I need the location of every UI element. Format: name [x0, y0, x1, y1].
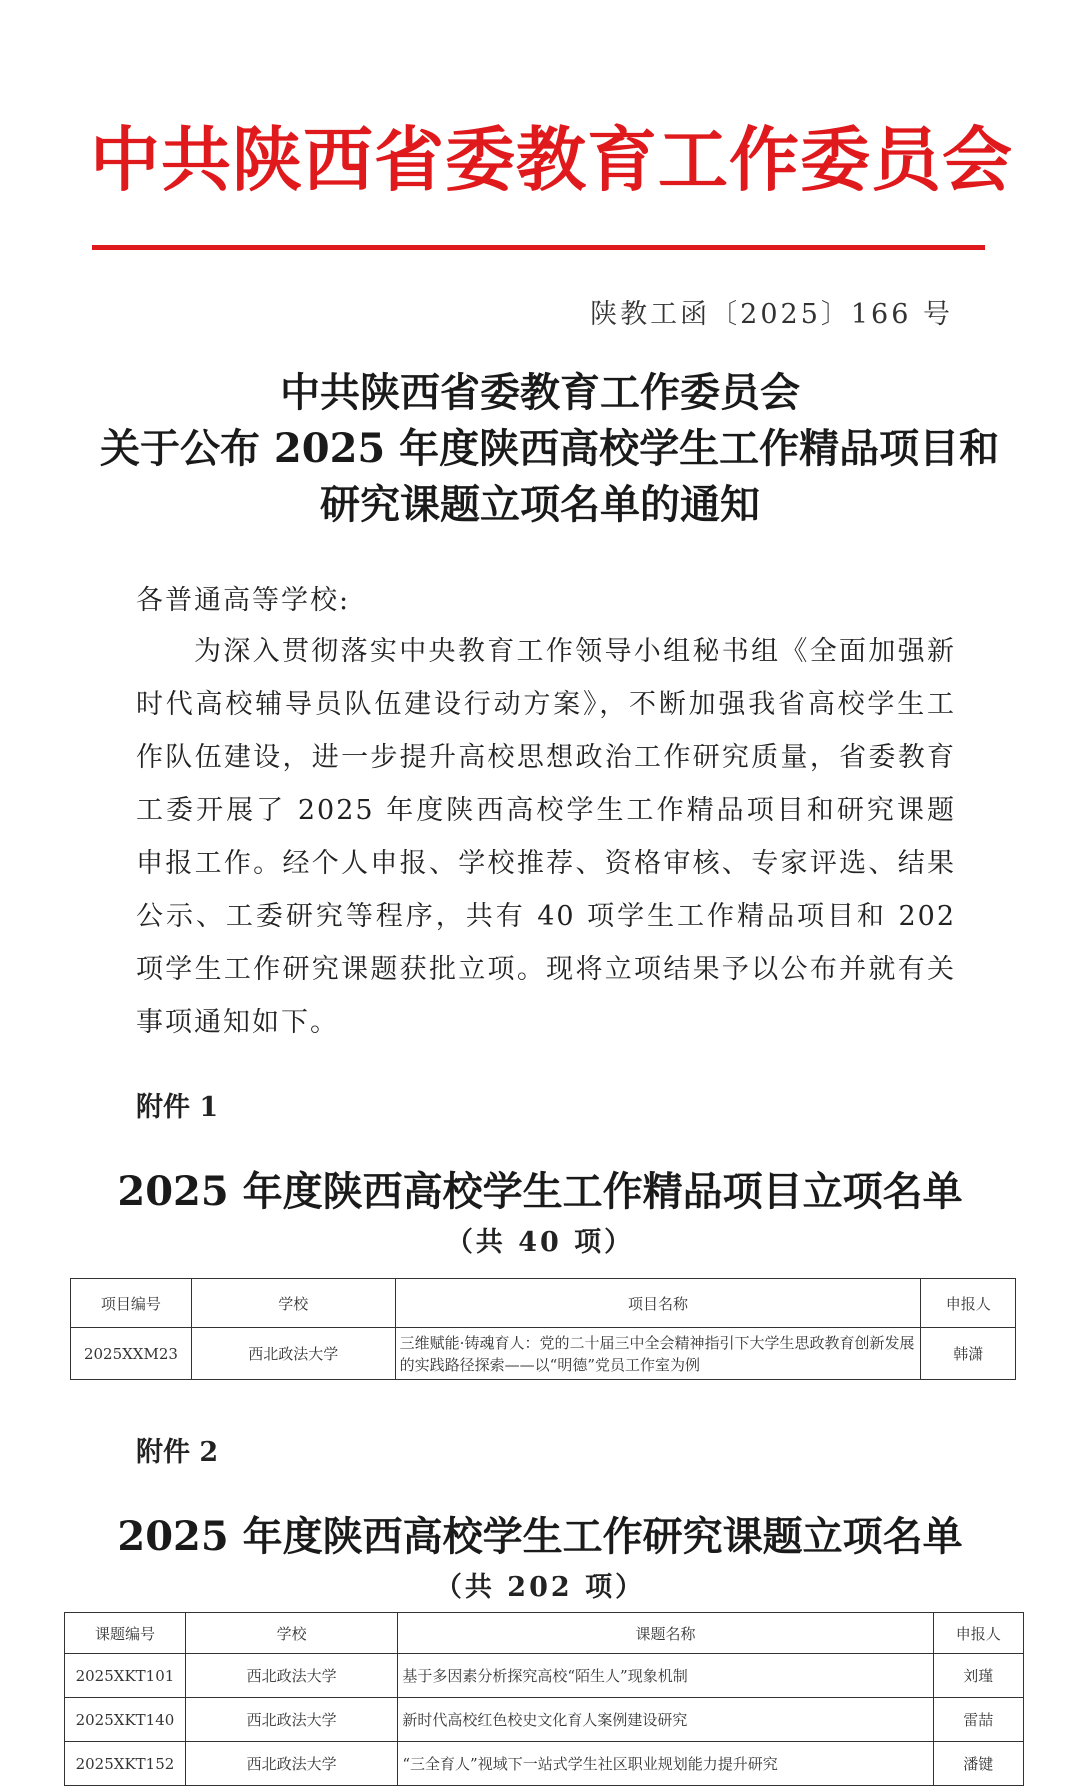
- table-header-row: [71, 1279, 1016, 1328]
- notice-title: [100, 365, 1000, 533]
- table-cell: 2025XKT101: [65, 1654, 186, 1698]
- table-cell: 西北政法大学: [185, 1742, 398, 1786]
- table-cell: 西北政法大学: [191, 1328, 395, 1380]
- table-header-cell: 课题编号: [65, 1613, 186, 1654]
- title-line: 中共陕西省委教育工作委员会: [280, 369, 800, 416]
- table-header-cell: 学校: [185, 1613, 398, 1654]
- attachment-1-count: （共 40 项）: [445, 1227, 635, 1258]
- table-header-cell: 项目编号: [71, 1279, 192, 1328]
- projects-table: [70, 1278, 1016, 1380]
- table-header-cell: 申报人: [921, 1279, 1016, 1328]
- attachment-2-count: （共 202 项）: [434, 1572, 646, 1603]
- body-paragraph: 为深入贯彻落实中央教育工作领导小组秘书组《全面加强新时代高校辅导员队伍建设行动方案》，不断加强我省高校学生工作队伍建设，进一步提升高校思想政治工作研究质量，省委教育工委开展了 2025 年度陕西高校学生工作精品项目和研究课题申报工作。经个人申报、学校推荐、资格审核、专家评选、结果公示、工委研究等程序，共有 40 项学生工作精品项目和 202 项学生工作研究课题获批立项。现将立项结果予以公布并就有关事项通知如下。: [136, 636, 956, 1038]
- table-header-row: [65, 1613, 1024, 1654]
- attachment-2-title: 2025 年度陕西高校学生工作研究课题立项名单: [117, 1513, 963, 1560]
- table-cell: 西北政法大学: [185, 1698, 398, 1742]
- table-cell: 刘瑾: [933, 1654, 1023, 1698]
- table-header-cell: 项目名称: [395, 1279, 921, 1328]
- red-rule-divider: [92, 245, 985, 250]
- attachment-2-label: 附件 2: [136, 1437, 219, 1468]
- title-line: 关于公布 2025 年度陕西高校学生工作精品项目和: [100, 425, 1000, 472]
- table-cell: 三维赋能·铸魂育人：党的二十届三中全会精神指引下大学生思政教育创新发展的实践路径探索——以“明德”党员工作室为例: [395, 1328, 921, 1380]
- table-header-cell: 申报人: [933, 1613, 1023, 1654]
- table-cell: 2025XKT140: [65, 1698, 186, 1742]
- table-cell: “三全育人”视域下一站式学生社区职业规划能力提升研究: [398, 1742, 933, 1786]
- table-header-cell: 课题名称: [398, 1613, 933, 1654]
- masthead-title: 中共陕西省委教育工作委员会: [90, 118, 1013, 201]
- table-cell: 2025XKT152: [65, 1742, 186, 1786]
- table-cell: 基于多因素分析探究高校“陌生人”现象机制: [398, 1654, 933, 1698]
- attachment-1-label: 附件 1: [136, 1092, 219, 1123]
- table-cell: 潘键: [933, 1742, 1023, 1786]
- table-cell: 2025XXM23: [71, 1328, 192, 1380]
- table-row: [65, 1654, 1024, 1698]
- topics-table: [64, 1612, 1024, 1786]
- table-cell: 雷喆: [933, 1698, 1023, 1742]
- table-header-cell: 学校: [191, 1279, 395, 1328]
- attachment-1-title: 2025 年度陕西高校学生工作精品项目立项名单: [117, 1168, 963, 1215]
- table-cell: 西北政法大学: [185, 1654, 398, 1698]
- salutation: 各普通高等学校:: [136, 585, 351, 616]
- table-row: [65, 1698, 1024, 1742]
- title-line: 研究课题立项名单的通知: [320, 481, 760, 528]
- table-cell: 新时代高校红色校史文化育人案例建设研究: [398, 1698, 933, 1742]
- document-number: 陕教工函〔2025〕166 号: [590, 299, 953, 330]
- table-row: [71, 1328, 1016, 1380]
- table-cell: 韩潇: [921, 1328, 1016, 1380]
